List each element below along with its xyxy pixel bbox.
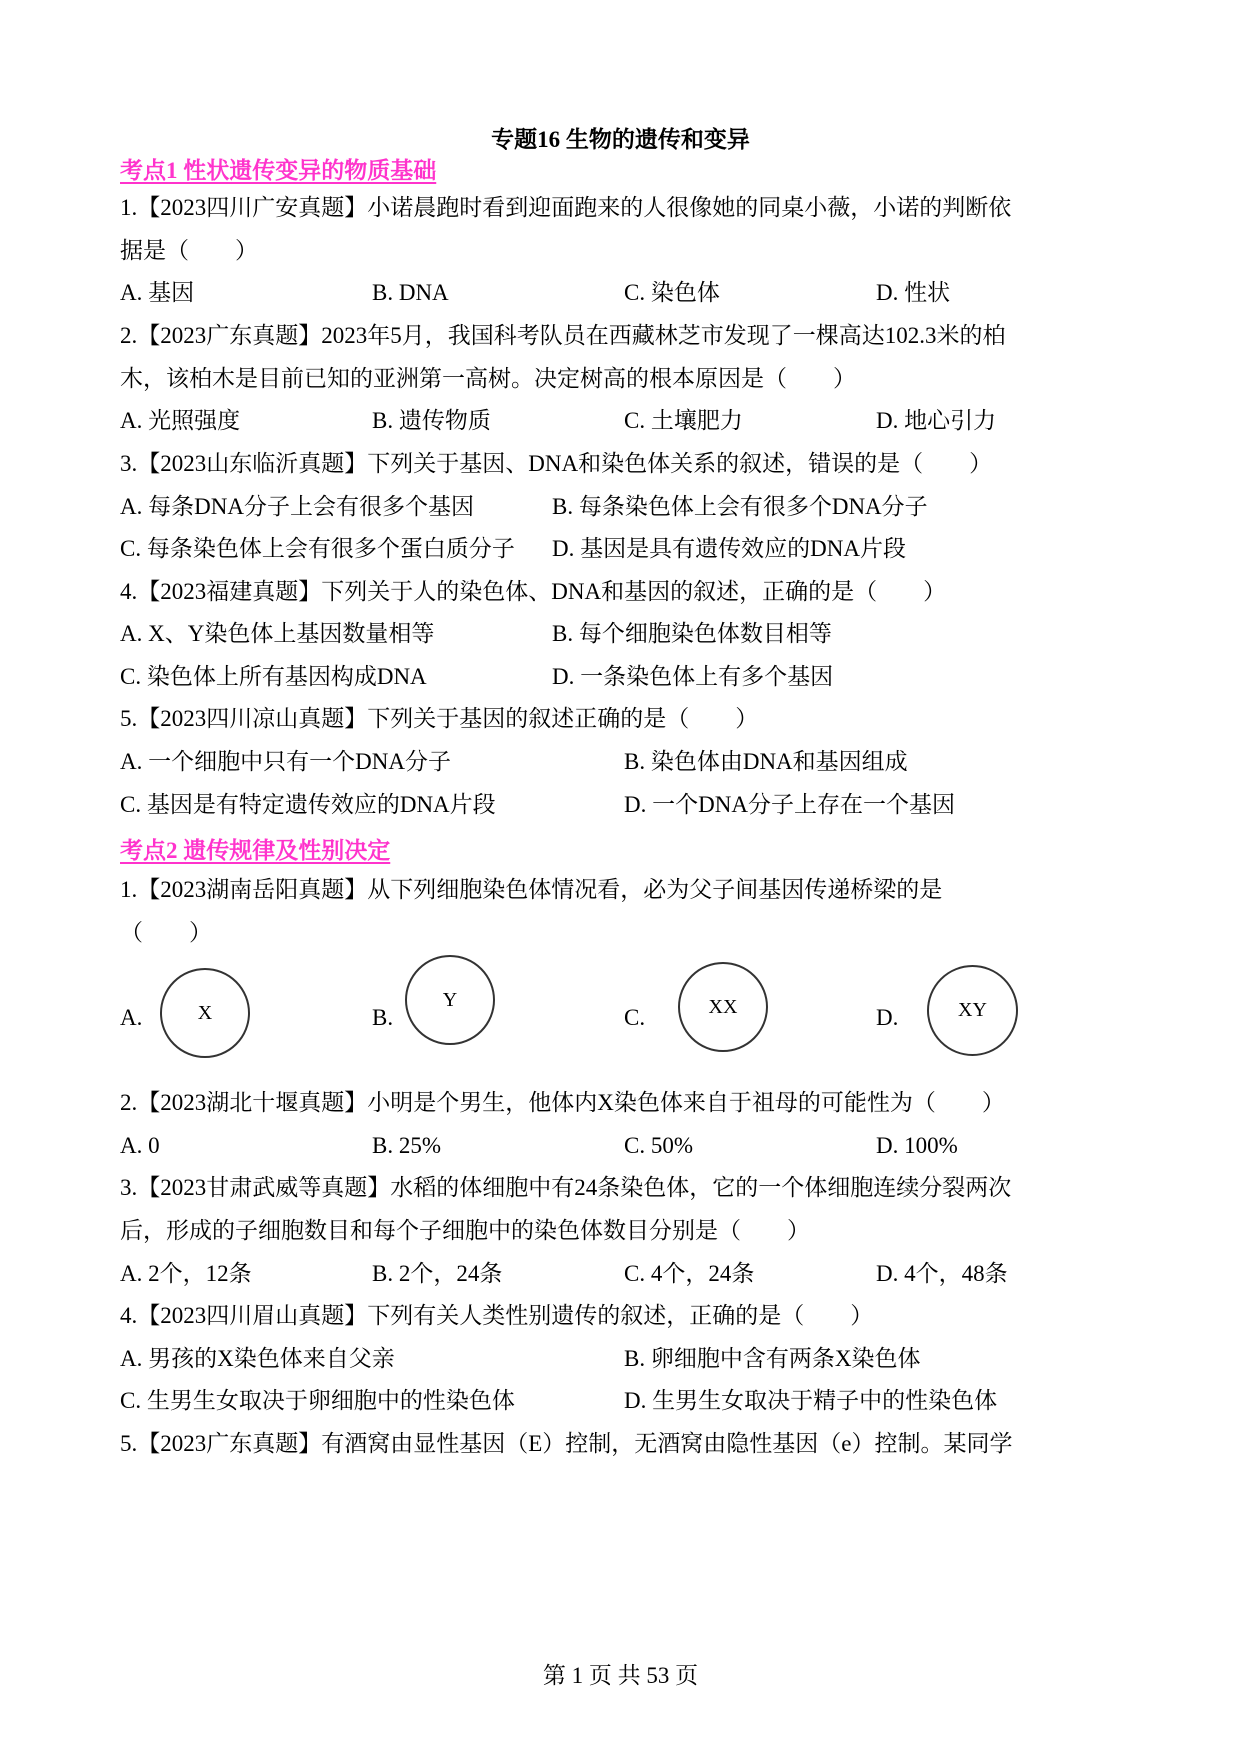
option-b: B. 遗传物质 [372,408,491,433]
question-line: 4.【2023四川眉山真题】下列有关人类性别遗传的叙述，正确的是（ ） [120,1303,874,1328]
option-a: A. 0 [120,1133,160,1158]
chromosome-label: Y [442,988,458,1011]
option-d: D. [876,1005,899,1030]
option-c: C. 染色体 [624,280,720,305]
page-title: 专题16 生物的遗传和变异 [491,127,750,152]
option-b: B. DNA [372,280,449,305]
question-line: 5.【2023四川凉山真题】下列关于基因的叙述正确的是（ ） [120,706,759,731]
option-a: A. 男孩的X染色体来自父亲 [120,1346,395,1371]
question-line: 木，该柏木是目前已知的亚洲第一高树。决定树高的根本原因是（ ） [120,366,856,391]
option-b: B. 每条染色体上会有很多个DNA分子 [552,494,928,519]
question-line: 4.【2023福建真题】下列关于人的染色体、DNA和基因的叙述，正确的是（ ） [120,579,947,604]
option-b: B. 每个细胞染色体数目相等 [552,621,832,646]
option-d: D. 性状 [876,280,951,305]
option-d: D. 一个DNA分子上存在一个基因 [624,792,955,817]
option-a: A. 每条DNA分子上会有很多个基因 [120,494,474,519]
question-line: 1.【2023湖南岳阳真题】从下列细胞染色体情况看，必为父子间基因传递桥梁的是 [120,877,943,902]
option-d: D. 一条染色体上有多个基因 [552,664,834,689]
cell-circle-xy [927,965,1018,1056]
option-a: A. [120,1005,143,1030]
chromosome-label: X [197,1001,213,1024]
cell-circle-xx [678,962,768,1052]
question-line: 1.【2023四川广安真题】小诺晨跑时看到迎面跑来的人很像她的同桌小薇，小诺的判断依 [120,195,1012,220]
option-b: B. 染色体由DNA和基因组成 [624,749,908,774]
option-d: D. 地心引力 [876,408,997,433]
option-c: C. 土壤肥力 [624,408,743,433]
option-c: C. 50% [624,1133,693,1158]
question-line: 后，形成的子细胞数目和每个子细胞中的染色体数目分别是（ ） [120,1218,810,1243]
option-c: C. 每条染色体上会有很多个蛋白质分子 [120,536,515,561]
chromosome-label: XX [708,995,738,1018]
option-d: D. 100% [876,1133,958,1158]
option-d: D. 基因是具有遗传效应的DNA片段 [552,536,906,561]
question-line: 据是（ ） [120,238,258,263]
question-line: 2.【2023湖北十堰真题】小明是个男生，他体内X染色体来自于祖母的可能性为（ ） [120,1090,1005,1115]
section-heading-1: 考点1 性状遗传变异的物质基础 [120,158,437,183]
option-b: B. 25% [372,1133,441,1158]
question-line: 3.【2023山东临沂真题】下列关于基因、DNA和染色体关系的叙述，错误的是（ ） [120,451,993,476]
option-a: A. X、Y染色体上基因数量相等 [120,621,435,646]
option-c: C. 4个，24条 [624,1261,755,1286]
option-d: D. 生男生女取决于精子中的性染色体 [624,1388,998,1413]
option-d: D. 4个，48条 [876,1261,1008,1286]
cell-circle-y [405,955,495,1045]
option-b: B. [372,1005,394,1030]
page-footer: 第 1 页 共 53 页 [542,1663,699,1688]
question-line: 5.【2023广东真题】有酒窝由显性基因（E）控制，无酒窝由隐性基因（e）控制。某同学 [120,1431,1013,1456]
option-c: C. 生男生女取决于卵细胞中的性染色体 [120,1388,515,1413]
option-b: B. 2个，24条 [372,1261,503,1286]
question-line: （ ） [120,920,212,945]
option-c: C. 染色体上所有基因构成DNA [120,664,427,689]
option-a: A. 基因 [120,280,195,305]
question-line: 3.【2023甘肃武威等真题】水稻的体细胞中有24条染色体，它的一个体细胞连续分裂两次 [120,1175,1012,1200]
section-heading-2: 考点2 遗传规律及性别决定 [120,838,391,863]
option-c: C. [624,1005,646,1030]
cell-circle-x [160,968,250,1058]
option-a: A. 2个，12条 [120,1261,252,1286]
option-b: B. 卵细胞中含有两条X染色体 [624,1346,921,1371]
option-c: C. 基因是有特定遗传效应的DNA片段 [120,792,496,817]
question-line: 2.【2023广东真题】2023年5月，我国科考队员在西藏林芝市发现了一棵高达102.3米的柏 [120,323,1006,348]
option-a: A. 一个细胞中只有一个DNA分子 [120,749,451,774]
chromosome-label: XY [958,999,987,1021]
option-a: A. 光照强度 [120,408,241,433]
